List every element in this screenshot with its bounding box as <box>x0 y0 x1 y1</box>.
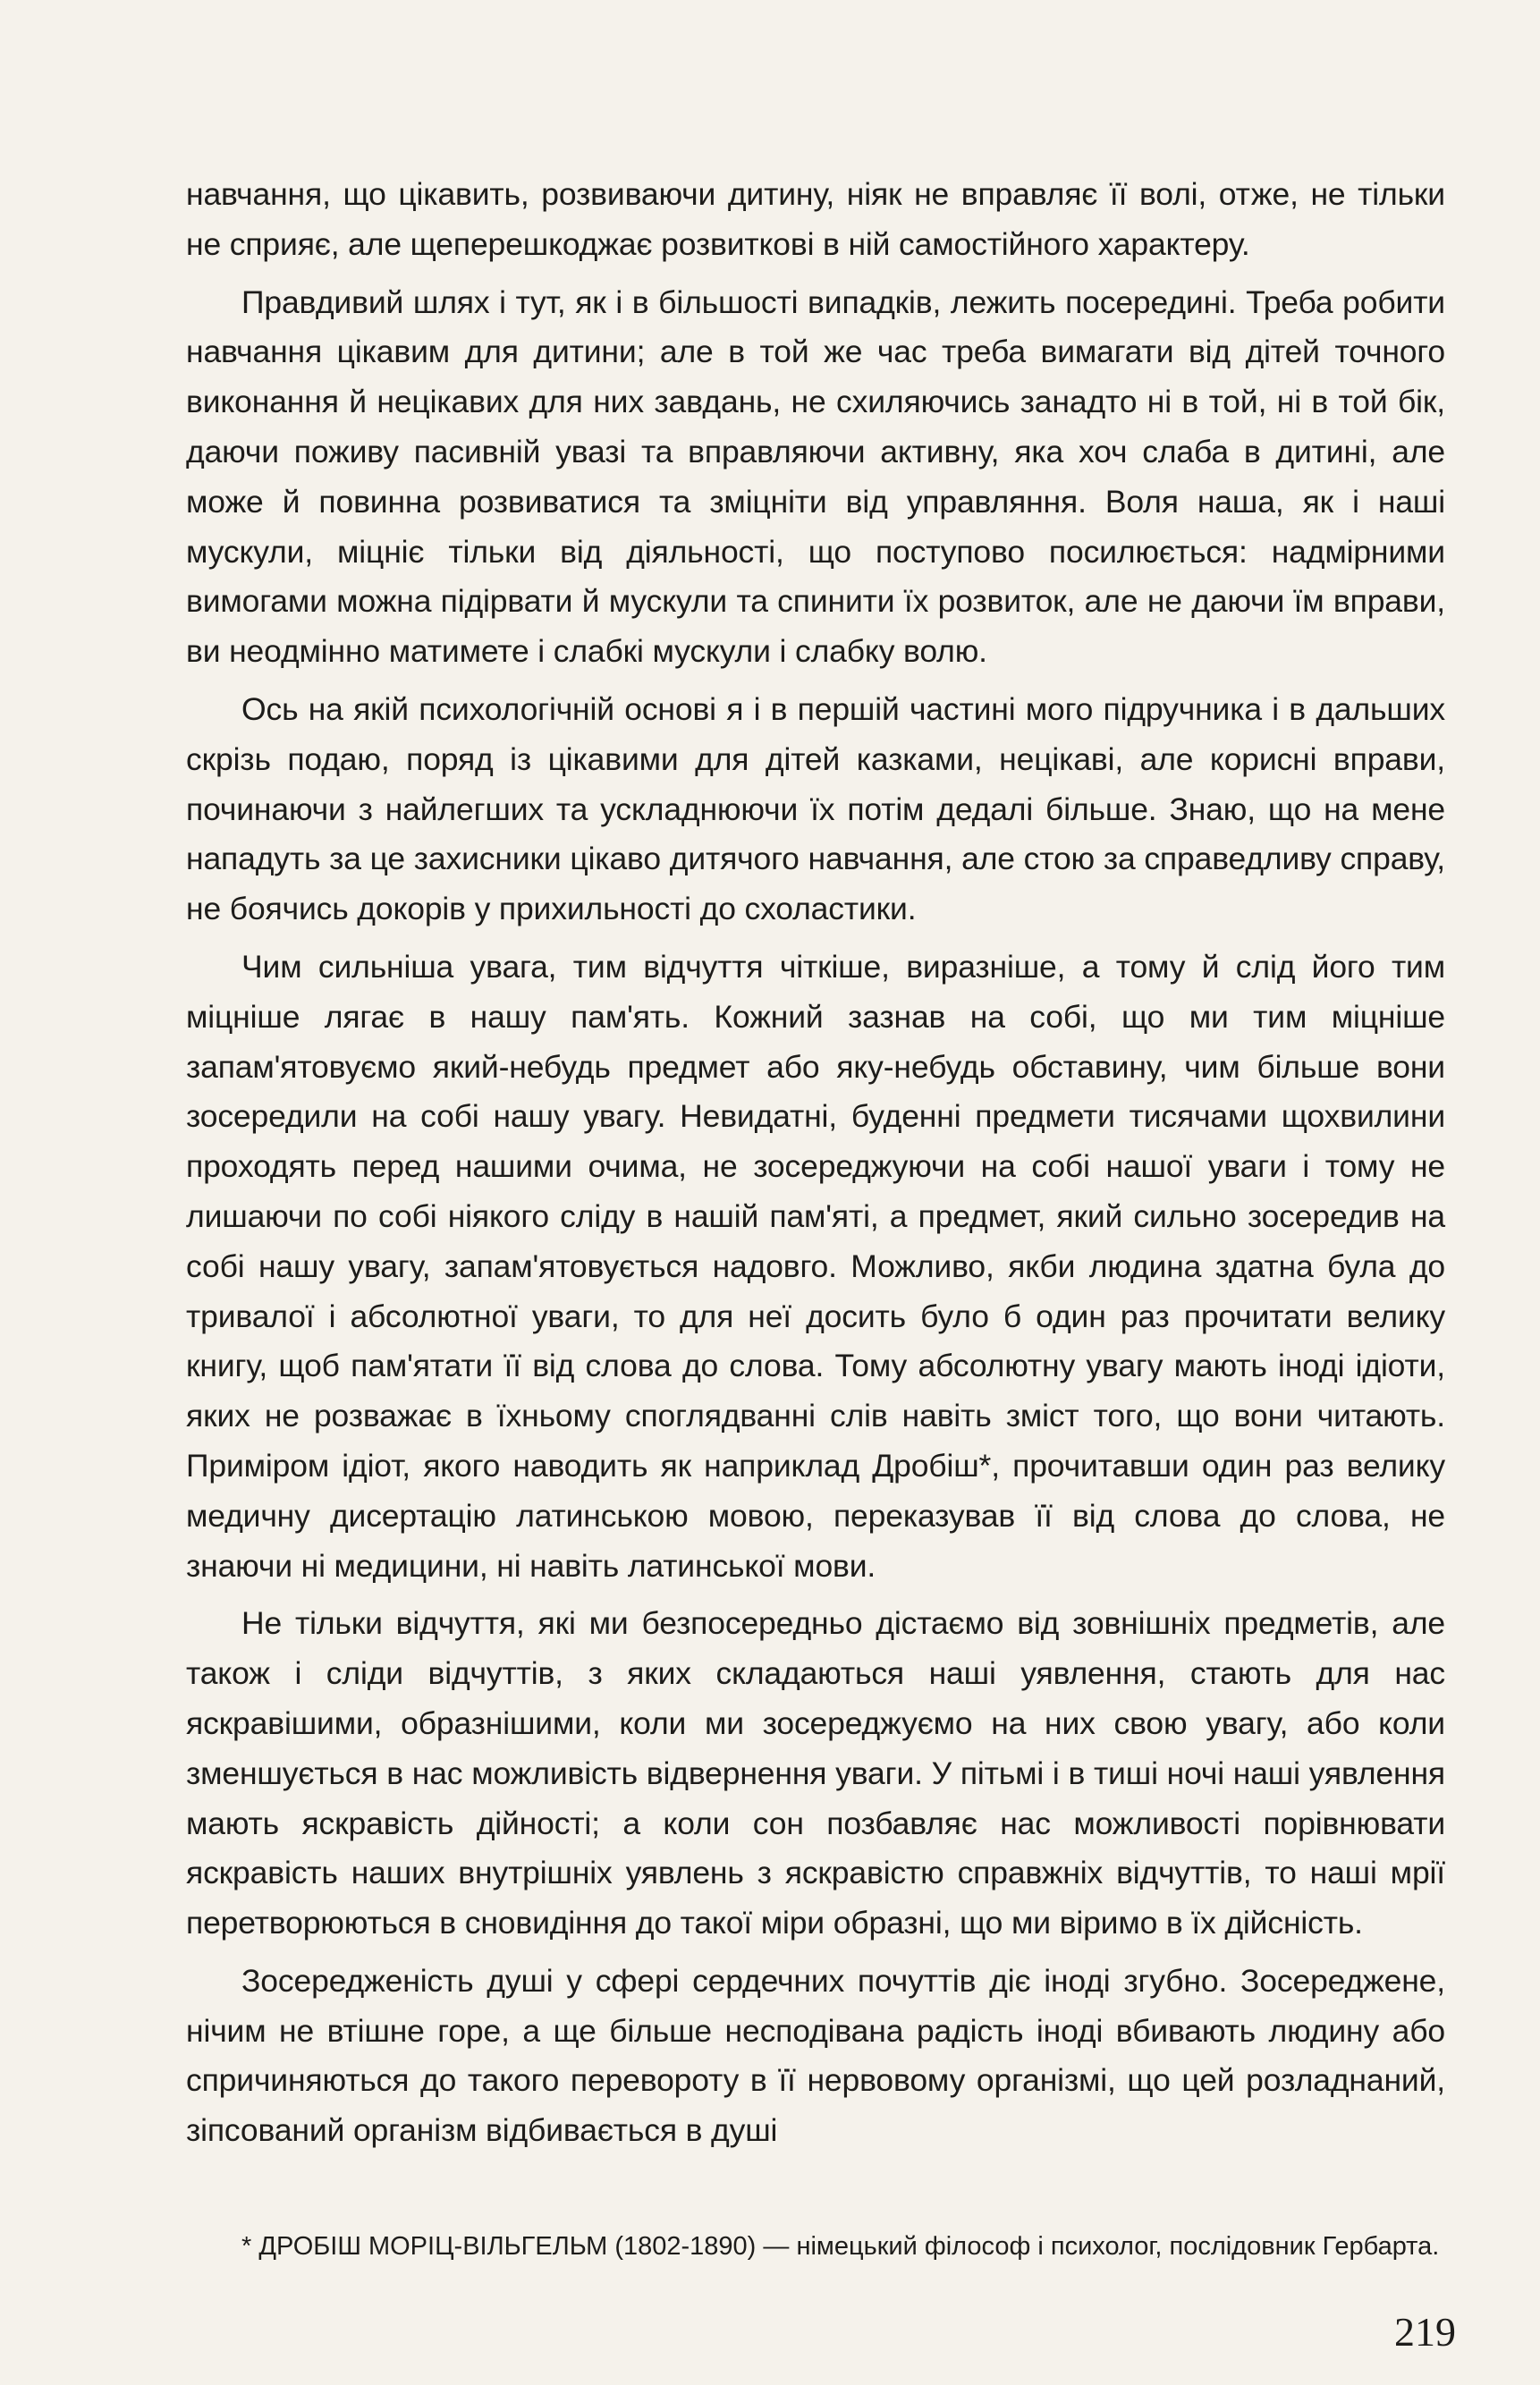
footnote: * ДРОБІШ МОРІЦ-ВІЛЬГЕЛЬМ (1802-1890) — німецький філософ і психолог, послідовник Гербарта. <box>241 2232 1440 2261</box>
paragraph-1: навчання, що цікавить, розвиваючи дитину, ніяк не вправляє її волі, отже, не тільки не сприяє, але щеперешкоджає розвиткові в ній самостійного характеру. <box>186 176 1445 262</box>
paragraph-3: Ось на якій психологічній основі я і в першій частині мого підручника і в дальших скрізь подаю, поряд із цікавими для дітей казками, нецікаві, але корисні вправи, починаючи з найлегших та ускладнюючи їх потім дедалі більше. Знаю, що на мене нападуть за це захисники цікаво дитячого навчання, але стою за справедливу справу, не боячись докорів у прихильності до схоластики. <box>186 690 1445 927</box>
paragraph-2: Правдивий шлях і тут, як і в більшості випадків, лежить посередині. Треба робити навчання цікавим для дитини; але в той же час треба вимагати від дітей точного виконання й нецікавих для них завдань, не схиляючись занадто ні в той, ні в той бік, даючи поживу пасивній увазі та вправляючи активну, яка хоч слаба в дитині, але може й повинна розвиватися та зміцніти від управляння. Воля наша, як і наші мускули, міцніє тільки від діяльності, що поступово посилюється: надмірними вимогами можна підірвати й мускули та спинити їх розвиток, але не даючи їм вправи, ви неодмінно матимете і слабкі мускули і слабку волю. <box>186 283 1445 670</box>
main-text <box>186 170 1445 2156</box>
paragraph-4: Чим сильніша увага, тим відчуття чіткіше, виразніше, а тому й слід його тим міцніше лягає в нашу пам'ять. Кожний зазнав на собі, що ми тим міцніше запам'ятовуємо який-небудь предмет або яку-небудь обставину, чим більше вони зосередили на собі нашу увагу. Невидатні, буденні предмети тисячами щохвилини проходять перед нашими очима, не зосереджуючи на собі нашої уваги і тому не лишаючи по собі ніякого сліду в нашій пам'яті, а предмет, який сильно зосередив на собі нашу увагу, запам'ятовується надовго. Можливо, якби людина здатна була до тривалої і абсолютної уваги, то для неї досить було б один раз прочитати велику книгу, щоб пам'ятати її від слова до слова. Тому абсолютну увагу мають іноді ідіоти, яких не розважає в їхньому споглядванні слів навіть зміст того, що вони читають. Приміром ідіот, якого наводить як наприклад Дробіш*, прочитавши один раз велику медичну дисертацію латинською мовою, переказував її від слова до слова, не знаючи ні медицини, ні навіть латинської мови. <box>186 948 1445 1584</box>
paragraph-6: Зосередженість душі у сфері сердечних почуттів діє іноді згубно. Зосереджене, нічим не втішне горе, а ще більше несподівана радість іноді вбивають людину або спричиняються до такого перевороту в її нервовому організмі, що цей розладнаний, зіпсований організм відбивається в душі <box>186 1962 1445 2149</box>
paragraph-5: Не тільки відчуття, які ми безпосередньо дістаємо від зовнішніх предметів, але також і сліди відчуттів, з яких складаються наші уявлення, стають для нас яскравішими, образнішими, коли ми зосереджуємо на них свою увагу, або коли зменшується в нас можливість відвернення уваги. У пітьмі і в тиші ночі наші уявлення мають яскравість дійності; а коли сон позбавляє нас можливості порівнювати яскравість наших внутрішніх уявлень з яскравістю справжніх відчуттів, то наші мрії перетворюються в сновидіння до такої міри образні, що ми віримо в їх дійсність. <box>186 1605 1445 1941</box>
page-number: 219 <box>1394 2309 1456 2355</box>
